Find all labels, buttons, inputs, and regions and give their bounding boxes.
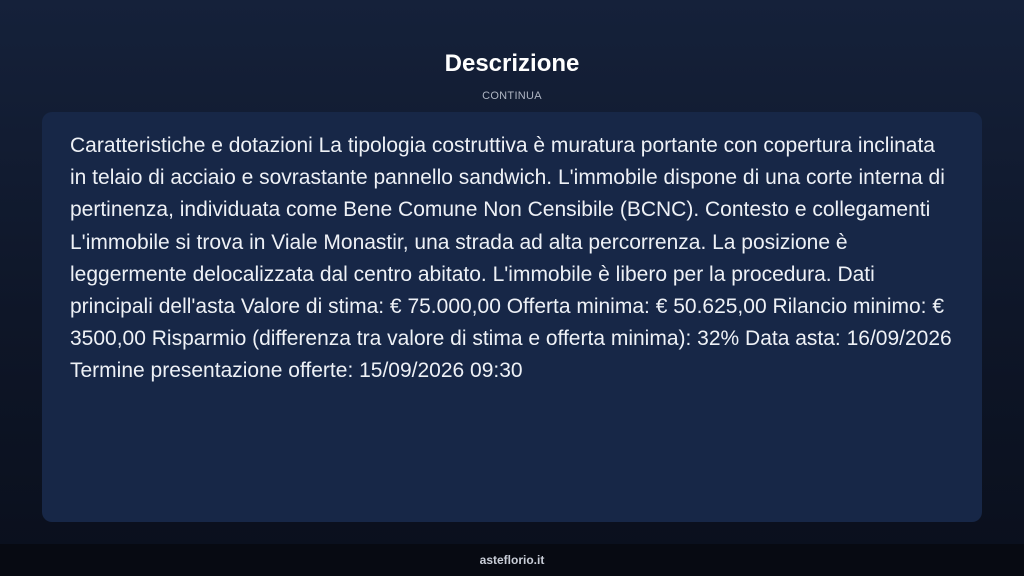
site-name: asteflorio.it <box>479 553 545 567</box>
page-title: Descrizione <box>444 50 580 77</box>
description-text: Caratteristiche e dotazioni La tipologia costruttiva è muratura portante con copertura inclinata in telaio di acciaio e sovrastante pannello sandwich. L'immobile dispone di una corte interna di pertinenza, individuata come Bene Comune Non Censibile (BCNC). Contesto e collegamenti L'immobile si trova in Viale Monastir, una strada ad alta percorrenza. La posizione è leggermente delocalizzata dal centro abitato. L'immobile è libero per la procedura. Dati principali dell'asta Valore di stima: € 75.000,00 Offerta minima: € 50.625,00 Rilancio minimo: € 3500,00 Risparmio (differenza tra valore di stima e offerta minima): 32% Data asta: 16/09/2026 Termine presentazione offerte: 15/09/2026 09:30 <box>70 134 952 383</box>
footer-bar <box>0 544 1024 576</box>
description-card <box>42 112 982 522</box>
continue-label: CONTINUA <box>482 90 542 102</box>
